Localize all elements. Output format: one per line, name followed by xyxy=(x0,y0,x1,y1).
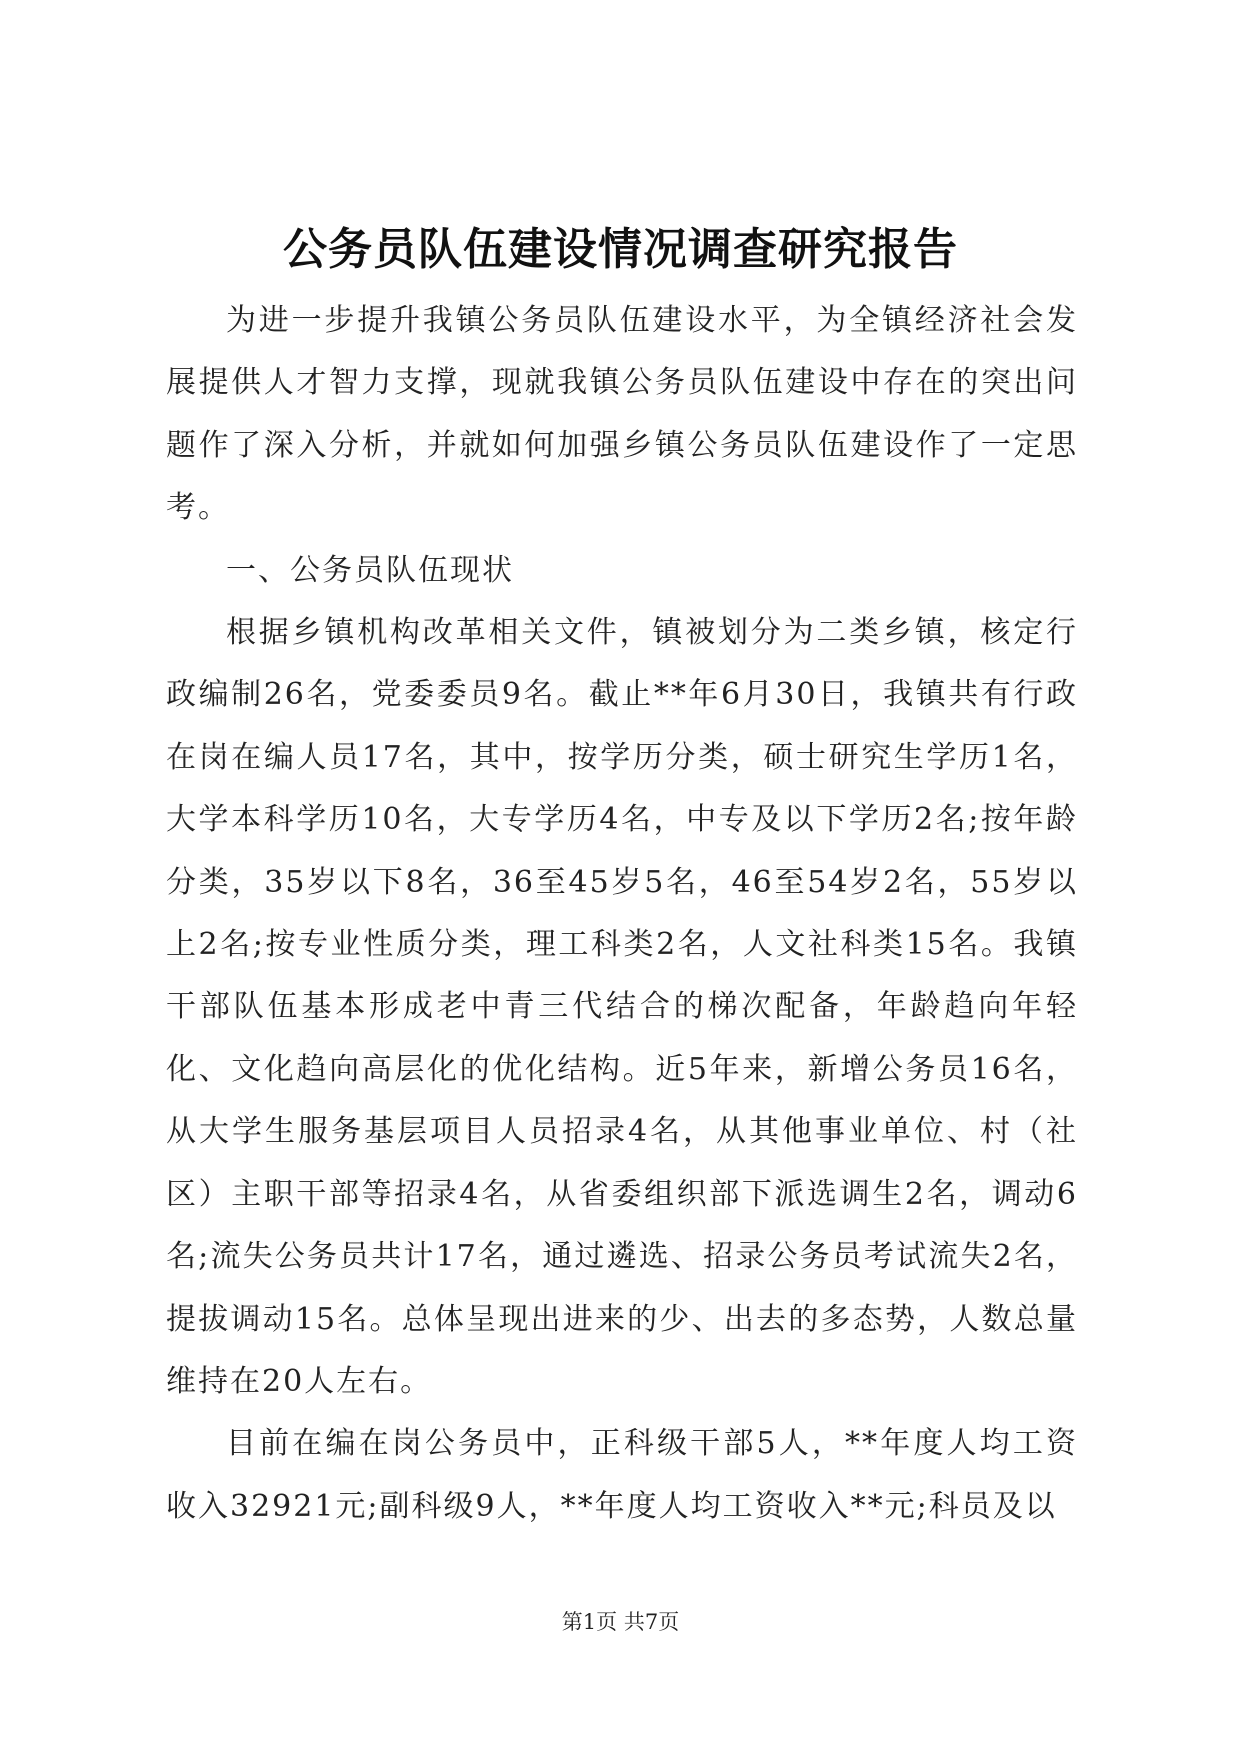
section-heading: 一、公务员队伍现状 xyxy=(226,552,514,588)
document-title: 公务员队伍建设情况调查研究报告 xyxy=(283,224,958,275)
page-number-footer: 第1页 共7页 xyxy=(561,1610,680,1634)
salary-paragraph: 目前在编在岗公务员中，正科级干部5人，**年度人均工资收入32921元;副科级9人，**年度人均工资收入**元;科员及以 xyxy=(166,1426,1078,1524)
document-body xyxy=(166,290,1078,1538)
intro-paragraph: 为进一步提升我镇公务员队伍建设水平，为全镇经济社会发展提供人才智力支撑，现就我镇公务员队伍建设中存在的突出问题作了深入分析，并就如何加强乡镇公务员队伍建设作了一定思考。 xyxy=(166,303,1078,526)
status-paragraph: 根据乡镇机构改革相关文件，镇被划分为二类乡镇，核定行政编制26名，党委委员9名。截止**年6月30日，我镇共有行政在岗在编人员17名，其中，按学历分类，硕士研究生学历1名，大学本科学历10名，大专学历4名，中专及以下学历2名;按年龄分类，35岁以下8名，36至45岁5名，46至54岁2名，55岁以上2名;按专业性质分类，理工科类2名，人文社科类15名。我镇干部队伍基本形成老中青三代结合的梯次配备，年龄趋向年轻化、文化趋向高层化的优化结构。近5年来，新增公务员16名，从大学生服务基层项目人员招录4名，从其他事业单位、村（社区）主职干部等招录4名，从省委组织部下派选调生2名，调动6名;流失公务员共计17名，通过遴选、招录公务员考试流失2名，提拔调动15名。总体呈现出进来的少、出去的多态势，人数总量维持在20人左右。 xyxy=(166,615,1078,1399)
